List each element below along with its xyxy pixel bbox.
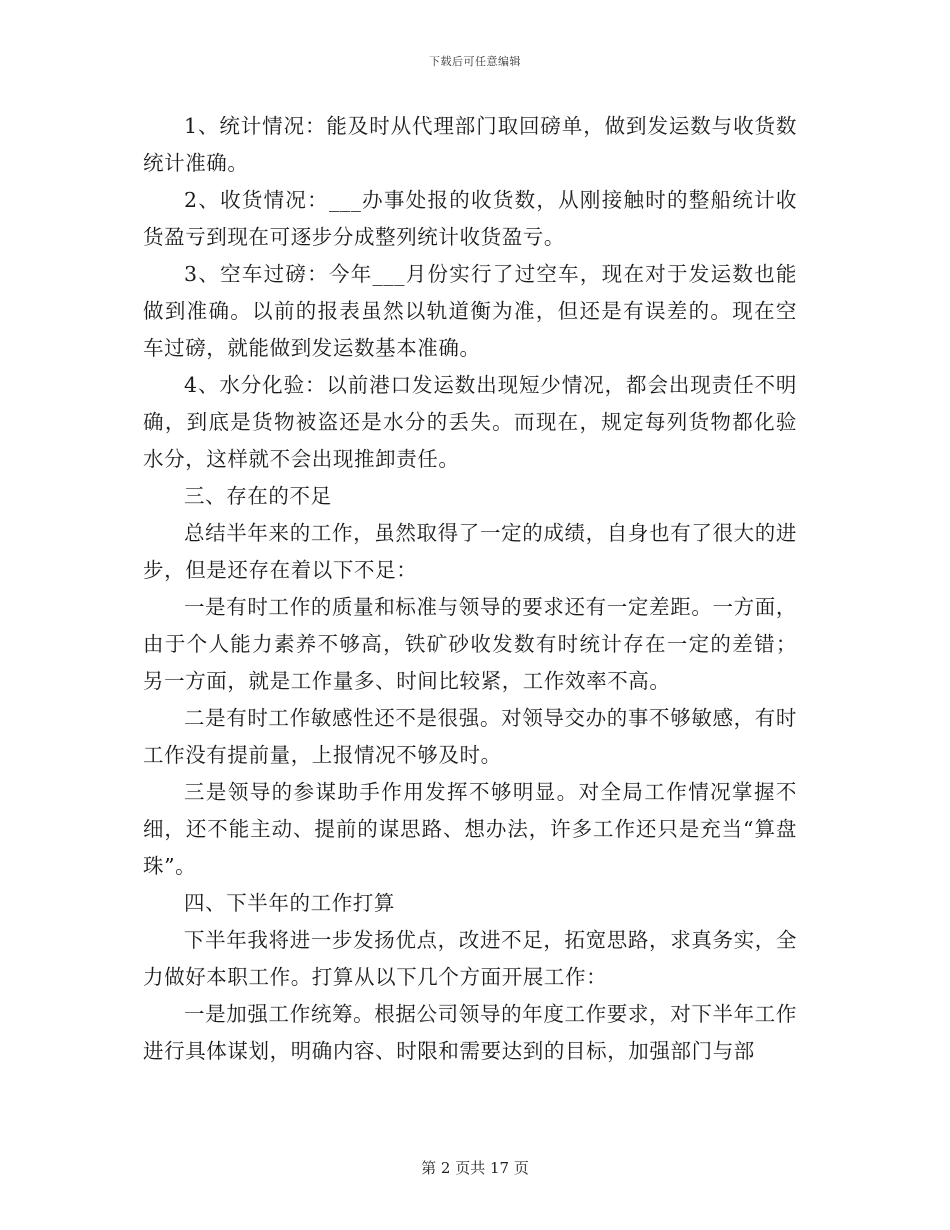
paragraph-summary: 总结半年来的工作，虽然取得了一定的成绩，自身也有了很大的进步，但是还存在着以下不足： xyxy=(143,521,797,582)
paragraph-plans-intro: 下半年我将进一步发扬优点，改进不足，拓宽思路，求真务实，全力做好本职工作。打算从以下几个方面开展工作： xyxy=(143,928,797,989)
paragraph-empty-weighing: 3、空车过磅：今年___月份实行了过空车，现在对于发运数也能做到准确。以前的报表虽然以轨道衡为准，但还是有误差的。现在空车过磅，就能做到发运数基本准确。 xyxy=(143,262,797,360)
paragraph-shortcoming-1: 一是有时工作的质量和标准与领导的要求还有一定差距。一方面，由于个人能力素养不够高，铁矿砂收发数有时统计存在一定的差错；另一方面，就是工作量多、时间比较紧，工作效率不高。 xyxy=(143,595,797,693)
paragraph-moisture-testing: 4、水分化验：以前港口发运数出现短少情况，都会出现责任不明确，到底是货物被盗还是水分的丢失。而现在，规定每列货物都化验水分，这样就不会出现推卸责任。 xyxy=(143,373,797,471)
paragraph-shortcoming-3: 三是领导的参谋助手作用发挥不够明显。对全局工作情况掌握不细，还不能主动、提前的谋思路、想办法，许多工作还只是充当“算盘珠”。 xyxy=(143,780,797,878)
section-heading-plans: 四、下半年的工作打算 xyxy=(184,891,395,915)
page-number: 第 2 页共 17 页 xyxy=(421,1159,529,1177)
paragraph-statistics: 1、统计情况：能及时从代理部门取回磅单，做到发运数与收货数统计准确。 xyxy=(143,114,797,175)
page-header-note: 下载后可任意编辑 xyxy=(429,55,521,68)
paragraph-receiving: 2、收货情况：___办事处报的收货数，从刚接触时的整船统计收货盈亏到现在可逐步分成整列统计收货盈亏。 xyxy=(143,188,797,249)
paragraph-plan-1: 一是加强工作统筹。根据公司领导的年度工作要求，对下半年工作进行具体谋划，明确内容、时限和需要达到的目标，加强部门与部 xyxy=(143,1002,797,1063)
section-heading-shortcomings: 三、存在的不足 xyxy=(184,484,332,508)
document-body xyxy=(143,108,797,1070)
paragraph-shortcoming-2: 二是有时工作敏感性还不是很强。对领导交办的事不够敏感，有时工作没有提前量，上报情况不够及时。 xyxy=(143,706,797,767)
